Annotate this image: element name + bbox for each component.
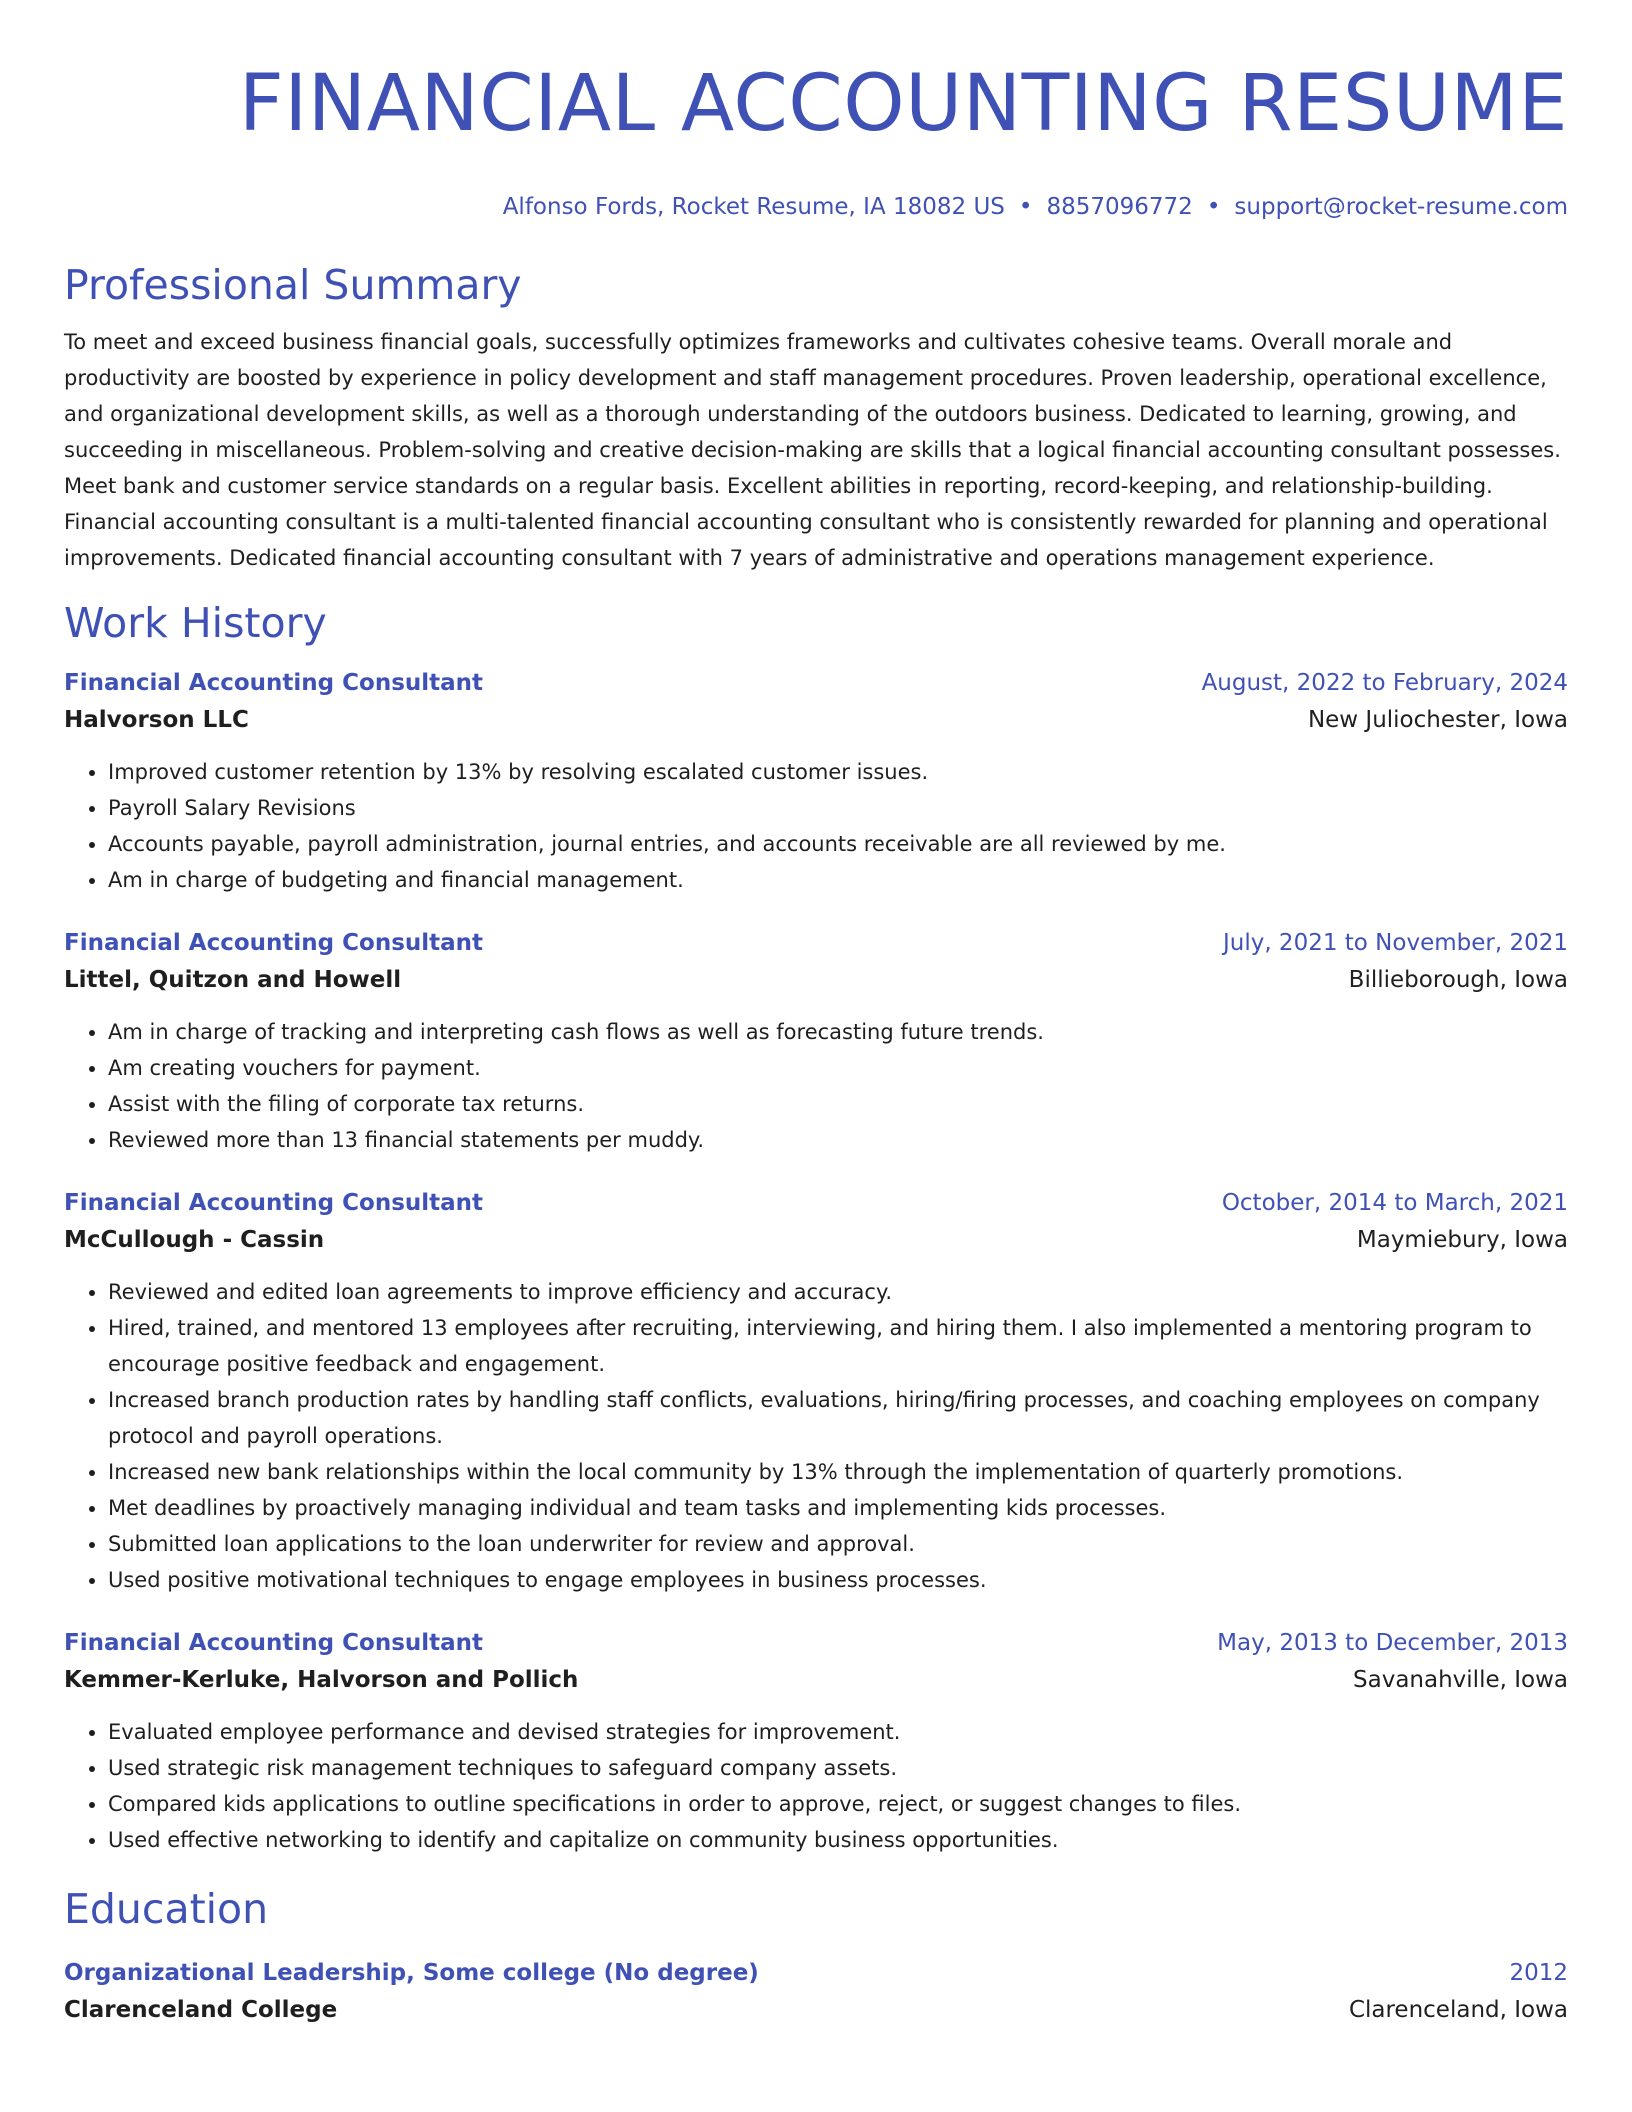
job-bullets bbox=[64, 1014, 1568, 1158]
job-entry bbox=[64, 666, 1568, 898]
contact-separator: • bbox=[1018, 194, 1033, 220]
job-bullet: • Hired, trained, and mentored 13 employees after recruiting, interviewing, and hiring them. I also implemented a mentoring program to encourage positive feedback and engagement. bbox=[108, 1310, 1568, 1382]
job-bullet: • Increased new bank relationships within the local community by 13% through the implementation of quarterly promotions. bbox=[108, 1454, 1568, 1490]
section-title-summary: Professional Summary bbox=[64, 261, 522, 309]
job-bullet: • Submitted loan applications to the loan underwriter for review and approval. bbox=[108, 1526, 1568, 1562]
job-bullet: • Am in charge of tracking and interpreting cash flows as well as forecasting future trends. bbox=[108, 1014, 1568, 1050]
job-title: Financial Accounting Consultant bbox=[64, 1630, 484, 1656]
job-company: Kemmer-Kerluke, Halvorson and Pollich bbox=[64, 1667, 579, 1693]
job-title: Financial Accounting Consultant bbox=[64, 670, 484, 696]
resume-title: FINANCIAL ACCOUNTING RESUME bbox=[238, 59, 1568, 149]
job-row-top bbox=[64, 926, 1568, 960]
job-bullets bbox=[64, 754, 1568, 898]
job-row-top bbox=[64, 666, 1568, 700]
job-location: Maymiebury, Iowa bbox=[1356, 1227, 1568, 1253]
contact-address: Alfonso Fords, Rocket Resume, IA 18082 US bbox=[502, 194, 1005, 220]
job-bullet: • Used strategic risk management techniques to safeguard company assets. bbox=[108, 1750, 1568, 1786]
job-dates: July, 2021 to November, 2021 bbox=[1222, 930, 1568, 956]
job-bullet: • Used positive motivational techniques to engage employees in business processes. bbox=[108, 1562, 1568, 1598]
job-location: Billieborough, Iowa bbox=[1348, 967, 1568, 993]
job-entry bbox=[64, 1186, 1568, 1598]
job-title: Financial Accounting Consultant bbox=[64, 930, 484, 956]
education-school: Clarenceland College bbox=[64, 1997, 338, 2023]
job-row-bottom bbox=[64, 1220, 1568, 1260]
education-year: 2012 bbox=[1509, 1960, 1568, 1986]
contact-separator: • bbox=[1206, 194, 1221, 220]
education-row-top bbox=[64, 1956, 1568, 1990]
job-bullet: • Payroll Salary Revisions bbox=[108, 790, 1568, 826]
contact-phone: 8857096772 bbox=[1046, 194, 1193, 220]
job-bullet: • Compared kids applications to outline specifications in order to approve, reject, or suggest changes to files. bbox=[108, 1786, 1568, 1822]
job-dates: August, 2022 to February, 2024 bbox=[1201, 670, 1568, 696]
job-bullet: • Assist with the filing of corporate tax returns. bbox=[108, 1086, 1568, 1122]
section-title-education: Education bbox=[64, 1885, 269, 1933]
job-row-bottom bbox=[64, 700, 1568, 740]
job-entry bbox=[64, 1626, 1568, 1858]
job-row-top bbox=[64, 1626, 1568, 1660]
job-bullet: • Used effective networking to identify and capitalize on community business opportunities. bbox=[108, 1822, 1568, 1858]
education-degree: Organizational Leadership, Some college (No degree) bbox=[64, 1960, 759, 1986]
job-location: Savanahville, Iowa bbox=[1353, 1667, 1568, 1693]
job-row-top bbox=[64, 1186, 1568, 1220]
job-bullet: • Evaluated employee performance and devised strategies for improvement. bbox=[108, 1714, 1568, 1750]
job-company: Littel, Quitzon and Howell bbox=[64, 967, 402, 993]
job-bullet: • Improved customer retention by 13% by resolving escalated customer issues. bbox=[108, 754, 1568, 790]
job-dates: October, 2014 to March, 2021 bbox=[1221, 1190, 1568, 1216]
job-bullets bbox=[64, 1274, 1568, 1598]
contact-email: support@rocket-resume.com bbox=[1234, 194, 1568, 220]
job-entry bbox=[64, 926, 1568, 1158]
section-title-work-history: Work History bbox=[64, 599, 327, 647]
job-dates: May, 2013 to December, 2013 bbox=[1217, 1630, 1568, 1656]
job-title: Financial Accounting Consultant bbox=[64, 1190, 484, 1216]
education-location: Clarenceland, Iowa bbox=[1348, 1997, 1568, 2023]
job-location: New Juliochester, Iowa bbox=[1307, 707, 1568, 733]
job-bullet: • Reviewed and edited loan agreements to improve efficiency and accuracy. bbox=[108, 1274, 1568, 1310]
job-row-bottom bbox=[64, 960, 1568, 1000]
work-history-list bbox=[64, 666, 1568, 1858]
education-entry bbox=[64, 1956, 1568, 2030]
job-row-bottom bbox=[64, 1660, 1568, 1700]
job-bullet: • Reviewed more than 13 financial statements per muddy. bbox=[108, 1122, 1568, 1158]
job-bullet: • Am creating vouchers for payment. bbox=[108, 1050, 1568, 1086]
job-bullets bbox=[64, 1714, 1568, 1858]
job-bullet: • Accounts payable, payroll administration, journal entries, and accounts receivable are all reviewed by me. bbox=[108, 826, 1568, 862]
contact-line bbox=[64, 192, 1568, 222]
job-bullet: • Increased branch production rates by handling staff conflicts, evaluations, hiring/firing processes, and coaching employees on company protocol and payroll operations. bbox=[108, 1382, 1568, 1454]
job-company: Halvorson LLC bbox=[64, 707, 249, 733]
summary-text: To meet and exceed business financial goals, successfully optimizes frameworks and cultivates cohesive teams. Overall morale and productivity are boosted by experience in policy development and staff management procedures. Proven leadership, operational excellence, and organizational development skills, as well as a thorough understanding of the outdoors business. Dedicated to learning, growing, and succeeding in miscellaneous. Problem-solving and creative decision-making are skills that a logical financial accounting consultant possesses. Meet bank and customer service standards on a regular basis. Excellent abilities in reporting, record-keeping, and relationship-building. Financial accounting consultant is a multi-talented financial accounting consultant who is consistently rewarded for planning and operational improvements. Dedicated financial accounting consultant with 7 years of administrative and operations management experience. bbox=[64, 330, 1561, 570]
job-bullet: • Am in charge of budgeting and financial management. bbox=[108, 862, 1568, 898]
job-bullet: • Met deadlines by proactively managing individual and team tasks and implementing kids processes. bbox=[108, 1490, 1568, 1526]
education-row-bottom bbox=[64, 1990, 1568, 2030]
job-company: McCullough - Cassin bbox=[64, 1227, 325, 1253]
